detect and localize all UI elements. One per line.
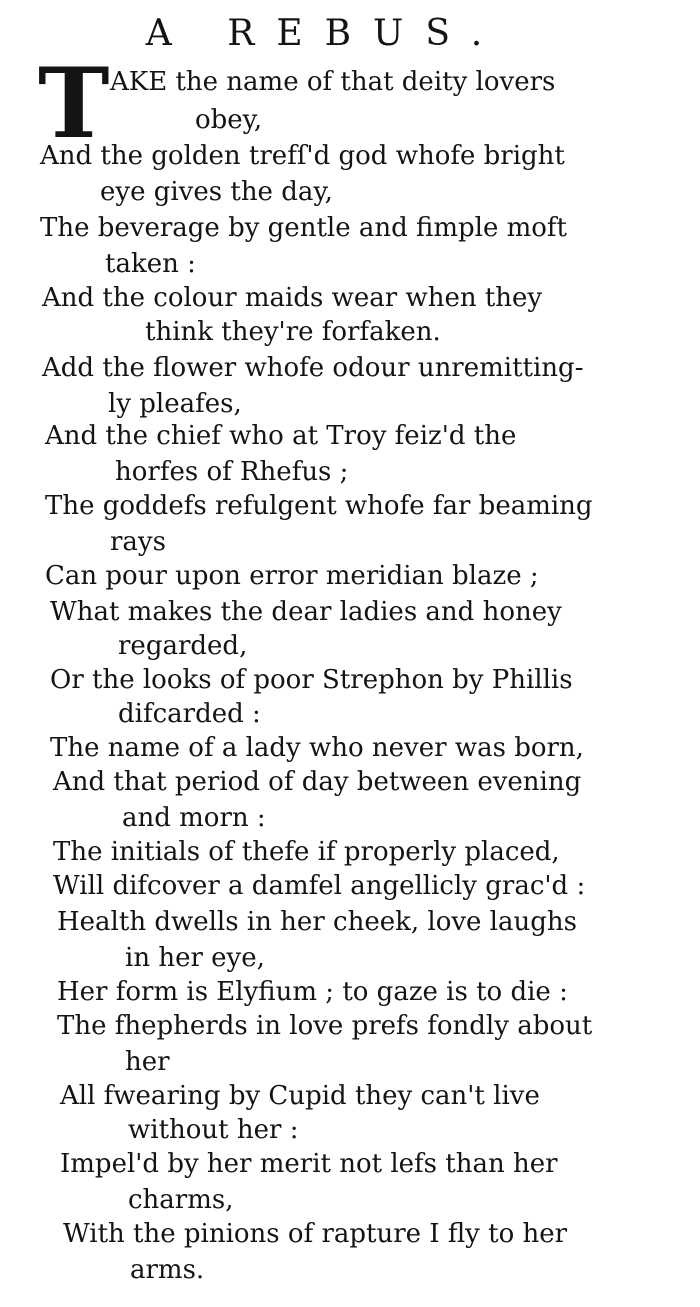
verse-line: The initials of thefe if properly placed, (53, 837, 560, 867)
verse-line: in her eye, (125, 943, 265, 973)
verse-line: Her form is Elyfium ; to gaze is to die : (57, 977, 568, 1007)
verse-line: Will difcover a damfel angellicly grac'd : (53, 871, 586, 901)
verse-line: Add the flower whofe odour unremitting- (42, 353, 584, 383)
verse-line: Health dwells in her cheek, love laughs (57, 907, 577, 937)
verse-line: think they're forfaken. (145, 317, 441, 347)
verse-line: difcarded : (118, 699, 261, 729)
verse-line: charms, (128, 1185, 234, 1215)
verse-line: her (125, 1047, 170, 1077)
verse-line: The fhepherds in love prefs fondly about (57, 1011, 593, 1041)
verse-line: All fwearing by Cupid they can't live (60, 1081, 540, 1111)
verse-line: With the pinions of rapture I fly to her (63, 1219, 568, 1249)
verse-line: horfes of Rhefus ; (115, 457, 349, 487)
drop-cap: T (38, 47, 110, 160)
verse-line: And the chief who at Troy feiz'd the (45, 421, 517, 451)
verse-line: Impel'd by her merit not lefs than her (60, 1149, 558, 1179)
verse-line: taken : (105, 249, 196, 279)
verse-line: eye gives the day, (100, 177, 333, 207)
verse-line: Or the looks of poor Strephon by Phillis (50, 665, 573, 695)
verse-line: ly pleafes, (108, 389, 242, 419)
verse-line: And that period of day between evening (53, 767, 582, 797)
verse-line: arms. (130, 1255, 205, 1285)
verse-line: and morn : (122, 803, 266, 833)
poem-title: A REBUS. (145, 13, 505, 54)
verse-line: And the colour maids wear when they (42, 283, 543, 313)
verse-line: regarded, (118, 631, 248, 661)
verse-line: rays (110, 527, 166, 557)
verse-line: The goddefs refulgent whofe far beaming (45, 491, 593, 521)
verse-line: The beverage by gentle and fimple moft (40, 213, 567, 243)
verse-line: Can pour upon error meridian blaze ; (45, 561, 539, 591)
verse-line: obey, (195, 105, 263, 135)
verse-line: What makes the dear ladies and honey (50, 597, 562, 627)
verse-line: without her : (128, 1115, 299, 1145)
verse-line: AKE the name of that deity lovers (110, 67, 556, 97)
verse-line: And the golden trefſ'd god whofe bright (40, 141, 565, 171)
verse-line: The name of a lady who never was born, (50, 733, 584, 763)
